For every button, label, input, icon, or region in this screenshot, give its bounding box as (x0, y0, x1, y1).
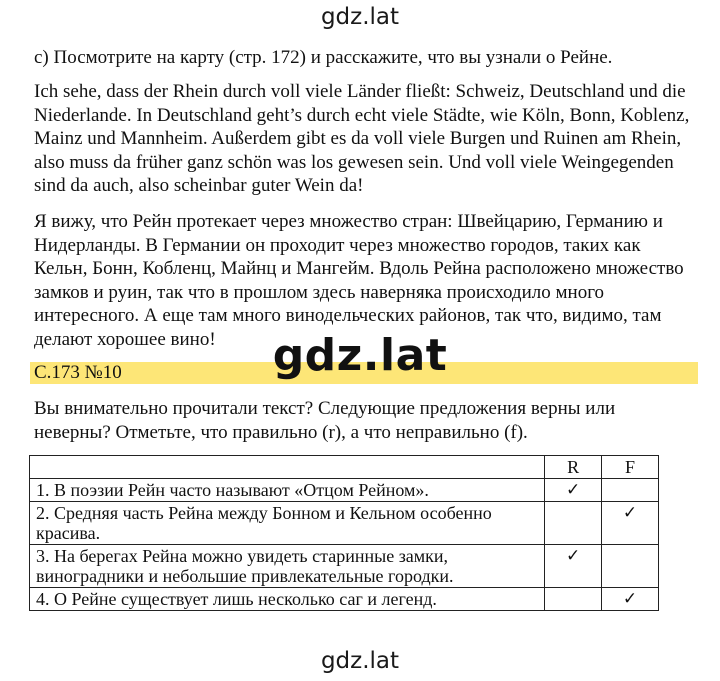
task-10-instructions: Вы внимательно прочитали текст? Следующие предложения верны или неверны? Отметьте, что правильно (r), а что неправильно (f). (34, 398, 616, 443)
watermark-bottom: gdz.lat (320, 648, 400, 674)
f-checkmark-cell: ✓ (602, 502, 659, 545)
header-statement-cell (30, 456, 545, 479)
russian-translation-paragraph: Я вижу, что Рейн протекает через множество стран: Швейцарию, Германию и Нидерланды. В Германии он проходит через множество городов, таких как Кельн, Бонн, Кобленц, Майнц и Мангейм. Вдоль Рейна расположено множество замков и руин, так что в прошлом здесь наверняка происходило много интересного. А еще там много винодельческих районов, так что, видимо, там делают хорошее вино! (34, 211, 684, 350)
table-row (30, 502, 659, 545)
watermark-middle: gdz.lat (272, 330, 448, 381)
statement-cell: 2. Средняя часть Рейна между Бонном и Кельном особенно красива. (30, 502, 545, 545)
statement-cell: 3. На берегах Рейна можно увидеть старинные замки, виноградники и небольшие привлекательные городки. (30, 545, 545, 588)
watermark-top: gdz.lat (320, 4, 400, 30)
table-row (30, 545, 659, 588)
table-row (30, 479, 659, 502)
header-f-cell: F (602, 456, 659, 479)
f-checkmark-cell: ✓ (602, 588, 659, 611)
statement-cell: 4. О Рейне существует лишь несколько саг и легенд. (30, 588, 545, 611)
statement-cell: 1. В поэзии Рейн часто называют «Отцом Рейном». (30, 479, 545, 502)
german-answer-paragraph: Ich sehe, dass der Rhein durch voll viele Länder fließt: Schweiz, Deutschland und die Niederlande. In Deutschland geht’s durch echt viele Städte, wie Köln, Bonn, Koblenz, Mainz und Mannheim. Außerdem gibt es da voll viele Burgen und Ruinen am Rhein, also muss da früher ganz schön was los gewesen sein. Und voll viele Weingegenden sind da auch, also scheinbar guter Wein da! (34, 81, 690, 197)
f-checkmark-cell (602, 545, 659, 588)
r-checkmark-cell (545, 588, 602, 611)
r-checkmark-cell (545, 502, 602, 545)
task-c-text: c) Посмотрите на карту (стр. 172) и расскажите, что вы узнали о Рейне. (34, 47, 613, 68)
true-false-table (29, 455, 659, 611)
r-checkmark-cell: ✓ (545, 479, 602, 502)
table-row (30, 588, 659, 611)
section-heading: С.173 №10 (34, 362, 122, 383)
f-checkmark-cell (602, 479, 659, 502)
r-checkmark-cell: ✓ (545, 545, 602, 588)
header-r-cell: R (545, 456, 602, 479)
table-header-row (30, 456, 659, 479)
